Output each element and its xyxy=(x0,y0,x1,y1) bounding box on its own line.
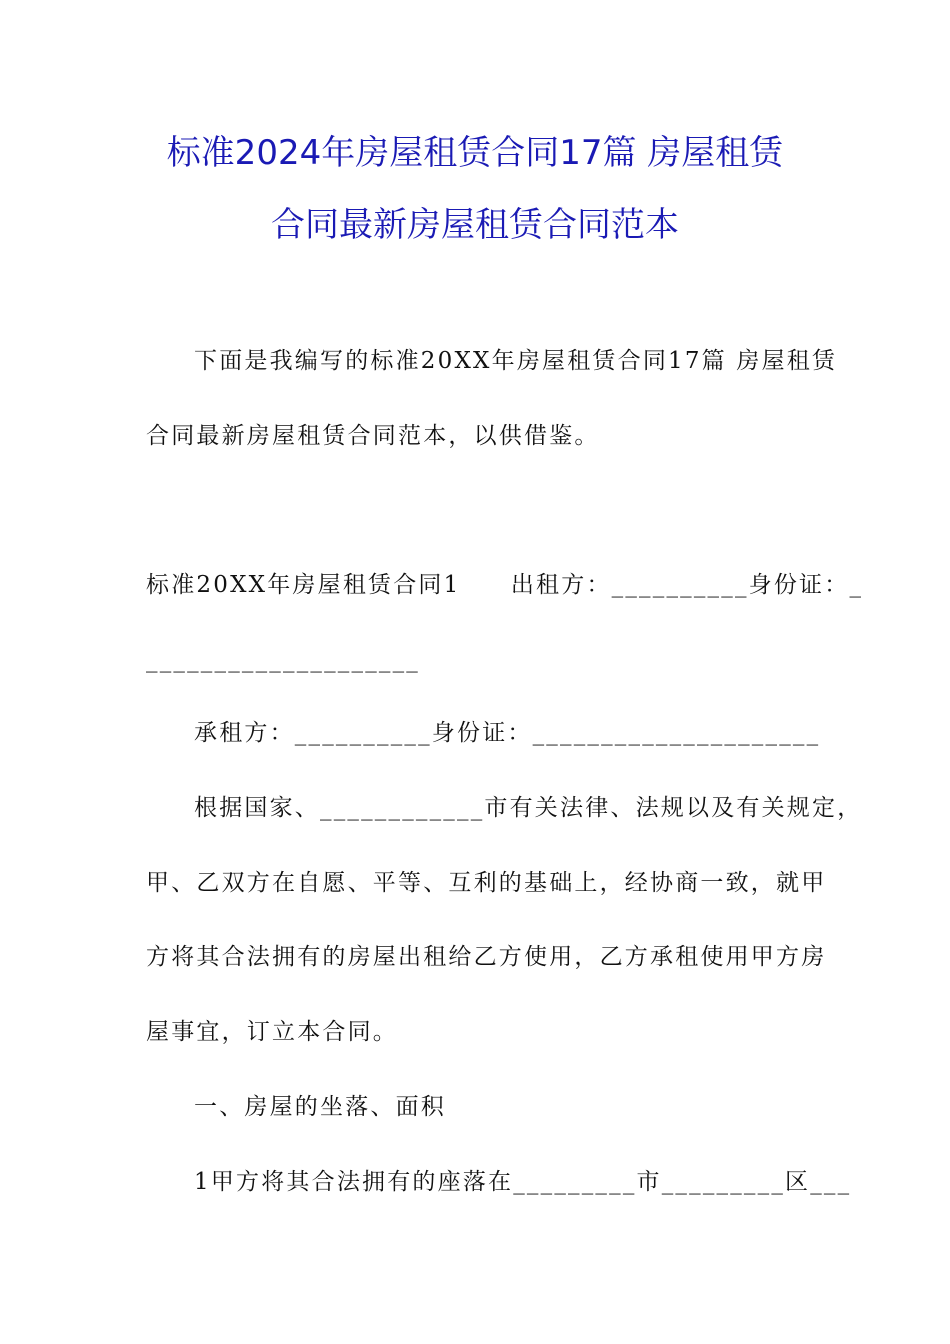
document-title-line-2: 合同最新房屋租赁合同范本 xyxy=(271,205,679,245)
paragraph-1-line-3: 方将其合法拥有的房屋出租给乙方使用，乙方承租使用甲方房 xyxy=(146,944,827,970)
clause-1-line-1: 1甲方将其合法拥有的座落在_________市_________区___ xyxy=(194,1169,852,1195)
document-title-line-1: 标准2024年房屋租赁合同17篇 房屋租赁 xyxy=(166,133,784,173)
paragraph-1-line-4: 屋事宜，订立本合同。 xyxy=(146,1019,398,1045)
tenant-line: 承租方：__________身份证：_____________________ xyxy=(194,720,821,746)
section-1-heading: 一、房屋的坐落、面积 xyxy=(194,1094,446,1120)
paragraph-1-line-1: 根据国家、____________市有关法律、法规以及有关规定， xyxy=(194,795,863,821)
intro-paragraph-line-1: 下面是我编写的标准20XX年房屋租赁合同17篇 房屋租赁 xyxy=(194,348,838,374)
contract-heading-line-1: 标准20XX年房屋租赁合同1 出租方：__________身份证：_ xyxy=(146,572,864,598)
paragraph-1-line-2: 甲、乙双方在自愿、平等、互利的基础上，经协商一致，就甲 xyxy=(146,870,827,896)
intro-paragraph-line-2: 合同最新房屋租赁合同范本，以供借鉴。 xyxy=(146,423,600,449)
contract-heading-line-2: ____________________ xyxy=(146,647,420,673)
